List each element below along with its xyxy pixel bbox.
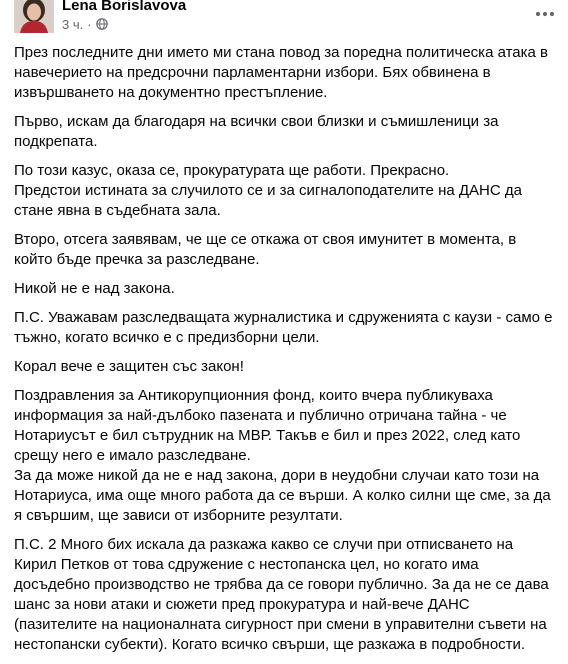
avatar[interactable] xyxy=(14,0,54,33)
post-paragraph: П.С. 2 Много бих искала да разкажа какво се случи при отписването на Кирил Петков от това сдружение с нестопанска цел, но когато има досъдебно производство не трябва да се говори публично. За да не се дава шанс за нови атаки и сюжети пред прокуратура и най-вече ДАНС (пазителите на националната сигурност при смени в управителни съвети на нестопански субекти). Когато всичко свърши, ще разкажа в подробности. xyxy=(14,536,549,653)
post-header xyxy=(0,0,568,40)
avatar-portrait-icon xyxy=(14,0,54,33)
post-paragraph: Никой не е над закона. xyxy=(14,280,175,297)
post-paragraph: Второ, отсега заявявам, че ще се откажа от своя имунитет в момента, в който бъде пречка за разследване. xyxy=(14,231,517,268)
meta-separator: · xyxy=(87,16,92,32)
more-dots-icon xyxy=(535,11,555,17)
post-text xyxy=(14,43,556,664)
post-meta xyxy=(62,16,108,32)
post-timestamp[interactable]: 3 ч. xyxy=(62,16,84,32)
globe-icon[interactable] xyxy=(96,18,108,30)
post-paragraph: Поздравления за Антикорупционния фонд, които вчера публикуваха информация за най-дълбоко пазената и публично отричана тайна - че Нотариусът е бил сътрудник на МВР. Такъв е бил и през 2022, след като срещу него е имало разследване. За да може никой да не е над закона, дори в неудобни случаи като този на Нотариуса, има още много работа да се върши. А колко силни ще сме, за да я свършим, ще зависи от изборните резултати. xyxy=(14,387,551,524)
more-options-button[interactable] xyxy=(534,3,556,25)
author-name[interactable]: Lena Borislavova xyxy=(62,0,187,14)
post-paragraph: П.С. Уважавам разследващата журналистика и сдруженията с каузи - само е тъжно, когато всичко е с предизборни цели. xyxy=(14,309,553,346)
post-paragraph: Корал вече е защитен със закон! xyxy=(14,358,244,375)
post-paragraph: По този казус, оказа се, прокуратурата ще работи. Прекрасно. Предстои истината за случилото се и за сигналоподателите на ДАНС да стане явна в съдебната зала. xyxy=(14,162,522,219)
post-paragraph: Първо, искам да благодаря на всички свои близки и съмишленици за подкрепата. xyxy=(14,113,499,150)
post-paragraph: През последните дни името ми стана повод за поредна политическа атака в навечерието на предсрочни парламентарни избори. Бях обвинена в извършването на документно престъпление. xyxy=(14,44,549,101)
